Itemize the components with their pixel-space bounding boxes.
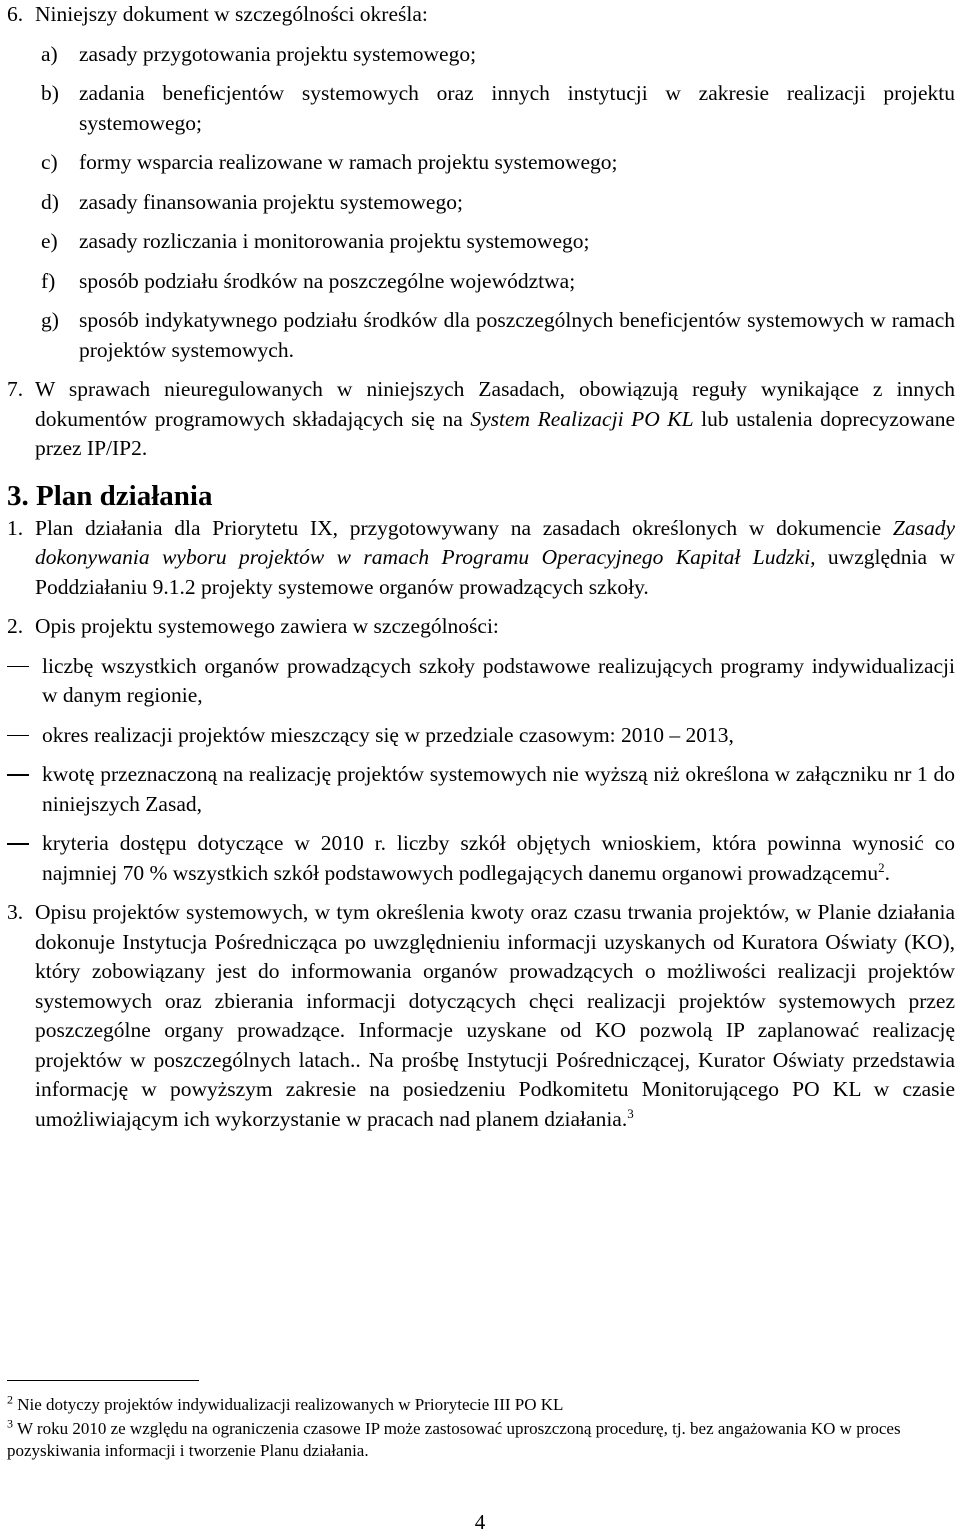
paragraph-6 xyxy=(7,0,955,30)
dash-item xyxy=(7,721,955,751)
paragraph-3-1 xyxy=(7,514,955,603)
footnotes xyxy=(7,1394,937,1464)
section-heading: 3. Plan działania xyxy=(7,479,213,512)
dash-item xyxy=(7,652,955,711)
paragraph-number: 2. xyxy=(7,614,24,638)
list-item-text: sposób podziału środków na poszczególne województwa; xyxy=(79,268,576,293)
list-item-text: zasady finansowania projektu systemowego; xyxy=(79,189,463,214)
list-item-label: e) xyxy=(41,229,58,253)
paragraph-italic: Zasady dokonywania wyboru projektów w ramach Programu Operacyjnego Kapitał Ludzki, xyxy=(35,515,955,569)
dash-bullet-icon xyxy=(7,735,29,737)
page-number: 4 xyxy=(474,1510,486,1534)
dash-list xyxy=(7,652,955,889)
footnote-separator xyxy=(7,1380,199,1381)
list-item-label: f) xyxy=(41,268,56,293)
list-item-b xyxy=(7,79,955,138)
footnote-text: Nie dotyczy projektów indywidualizacji realizowanych w Priorytecie III PO KL xyxy=(13,1395,564,1414)
list-item-text: sposób indykatywnego podziału środków dla poszczególnych beneficjentów systemowych w ramach projektów systemowych. xyxy=(79,308,955,362)
list-item-text: zadania beneficjentów systemowych oraz innych instytucji w zakresie realizacji projektu systemowego; xyxy=(79,81,955,135)
list-item-a xyxy=(7,40,955,70)
paragraph-intro: Niniejszy dokument w szczególności określa: xyxy=(35,2,428,26)
paragraph-number: 7. xyxy=(7,377,24,401)
dash-bullet-icon xyxy=(7,843,29,845)
paragraph-text-tail: lub ustalenia doprecyzowane przez IP/IP2. xyxy=(35,406,956,460)
footnote-2 xyxy=(7,1394,937,1416)
list-item-label: a) xyxy=(41,41,58,66)
footnote-number: 3 xyxy=(7,1416,13,1431)
list-item-e xyxy=(7,227,955,257)
dash-item-text: kwotę przeznaczoną na realizację projektów systemowych nie wyższą niż określona w załączniku nr 1 do niniejszych Zasad, xyxy=(42,762,955,816)
list-item-label: b) xyxy=(41,81,59,105)
list-item-d xyxy=(7,188,955,218)
list-item-label: c) xyxy=(41,150,58,174)
letter-list xyxy=(7,40,955,366)
dash-item-text: liczbę wszystkich organów prowadzących szkoły podstawowe realizujących programy indywidualizacji w danym regionie, xyxy=(42,653,955,707)
paragraph-7 xyxy=(7,375,955,464)
paragraph-number: 1. xyxy=(7,515,24,540)
paragraph-3-3 xyxy=(7,898,955,1134)
document-page xyxy=(7,0,955,1134)
paragraph-number: 3. xyxy=(7,900,24,924)
dash-bullet-icon xyxy=(7,666,29,668)
footnote-number: 2 xyxy=(7,1392,13,1407)
paragraph-number: 6. xyxy=(7,2,24,26)
dash-item xyxy=(7,829,955,888)
footnote-3 xyxy=(7,1418,937,1462)
paragraph-3-2 xyxy=(7,612,955,642)
dash-item xyxy=(7,760,955,819)
list-item-label: g) xyxy=(41,308,59,332)
footnote-ref[interactable]: 2 xyxy=(878,859,885,875)
paragraph-italic: System Realizacji PO KL xyxy=(470,406,694,431)
list-item-c xyxy=(7,148,955,178)
list-item-f xyxy=(7,267,955,297)
list-item-text: formy wsparcia realizowane w ramach projektu systemowego; xyxy=(79,150,618,174)
list-item-label: d) xyxy=(41,189,59,214)
paragraph-text-tail: uwzględnia w Poddziałaniu 9.1.2 projekty systemowe organów prowadzących szkoły. xyxy=(35,545,955,599)
list-item-text: zasady przygotowania projektu systemowego; xyxy=(79,41,477,66)
dash-item-tail: . xyxy=(884,860,890,885)
paragraph-text: Plan działania dla Priorytetu IX, przygotowywany na zasadach określonych w dokumencie xyxy=(35,515,893,540)
footnote-text: W roku 2010 ze względu na ograniczenia czasowe IP może zastosować uproszczoną procedurę, tj. bez angażowania KO w proces pozyskiwania informacji i tworzenie Planu działania. xyxy=(7,1419,901,1460)
list-item-text: zasady rozliczania i monitorowania projektu systemowego; xyxy=(79,229,590,253)
paragraph-text: W sprawach nieuregulowanych w niniejszych Zasadach, obowiązują reguły wynikające z innych dokumentów programowych składających się na xyxy=(35,377,955,431)
footnote-ref[interactable]: 3 xyxy=(627,1105,634,1121)
dash-bullet-icon xyxy=(7,774,29,776)
list-item-g xyxy=(7,306,955,365)
dash-item-text: kryteria dostępu dotyczące w 2010 r. liczby szkół objętych wnioskiem, która powinna wynosić co najmniej 70 % wszystkich szkół podstawowych podlegających danemu organowi prowadzącemu xyxy=(42,831,955,885)
paragraph-text: Opisu projektów systemowych, w tym określenia kwoty oraz czasu trwania projektów, w Planie działania dokonuje Instytucja Pośrednicząca po uwzględnieniu informacji uzyskanych od Kuratora Oświaty (KO), który zobowiązany jest do informowania organów prowadzących o możliwości realizacji projektów systemowych oraz zbierania informacji dotyczących chęci realizacji projektów systemowych przez poszczególne organy prowadzące. Informacje uzyskane od KO pozwolą IP zaplanować realizację projektów w poszczególnych latach.. Na prośbę Instytucji Pośredniczącej, Kurator Oświaty przedstawia informację w powyższym zakresie na posiedzeniu Podkomitetu Monitorującego PO KL w czasie umożliwiającym ich wykorzystanie w pracach nad planem działania. xyxy=(35,900,955,1131)
dash-item-text: okres realizacji projektów mieszczący się w przedziale czasowym: 2010 – 2013, xyxy=(42,722,734,747)
paragraph-intro: Opis projektu systemowego zawiera w szczególności: xyxy=(35,614,499,638)
